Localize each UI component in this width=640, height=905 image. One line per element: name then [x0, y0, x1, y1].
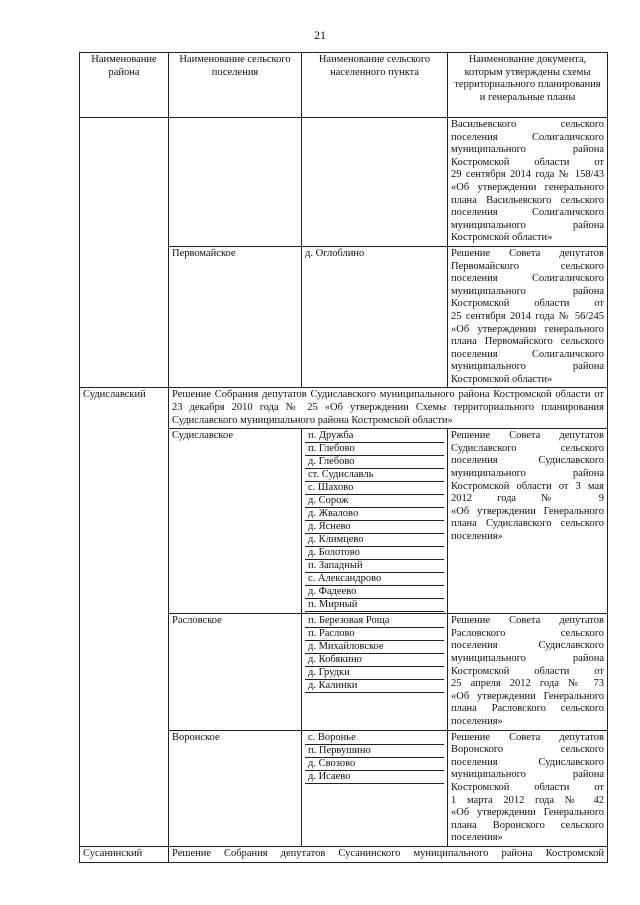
document-line: Решение Совета депутатов: [451, 615, 604, 627]
locality-item: п. Березовая Роща: [305, 615, 444, 628]
document-line: плана Первомайского сельского: [451, 336, 604, 348]
locality-cell: д. Оглоблино: [302, 246, 448, 388]
locality-item: д. Свозово: [305, 757, 444, 770]
document-line: муниципального района: [451, 219, 604, 231]
table-row: [80, 118, 608, 247]
document-line: поселения Солигаличского: [451, 207, 604, 219]
settlement-cell: Судиславское: [169, 429, 302, 614]
document-line: плана Воронского сельского: [451, 819, 604, 831]
locality-item: с. Воронье: [305, 732, 444, 745]
document-line: поселения Судиславского: [451, 640, 604, 652]
document-line: муниципального района: [451, 769, 604, 781]
header-row: [80, 53, 608, 118]
document-line: Судиславского сельского: [451, 442, 604, 454]
district-cell-empty: [80, 118, 169, 388]
locality-item: д. Исаево: [305, 770, 444, 783]
document-line: Костромской области»: [451, 373, 553, 385]
table-row: [80, 388, 608, 429]
page-number: 21: [314, 28, 326, 42]
locality-item: д. Болотово: [305, 547, 444, 560]
document-line: Воронского сельского: [451, 744, 604, 756]
locality-item: д. Глебово: [305, 456, 444, 469]
table-row: [80, 846, 608, 862]
document-line: «Об утверждении Генерального: [451, 690, 604, 702]
document-line: муниципального района: [451, 361, 604, 373]
document-line: плана Расловского сельского: [451, 703, 604, 715]
document-line: Костромской области»: [451, 232, 553, 244]
document-cell: [448, 730, 608, 846]
district-document-sudislavsky: Решение Собрания депутатов Судиславского муниципального района Костромской области от 23 декабря 2010 года № 25 «Об утверждении Схемы территориального планирования Судиславского муниципального района Костромской области»: [169, 388, 608, 429]
district-document-susaninsky: Решение Собрания депутатов Сусанинского муниципального района Костромской: [169, 846, 608, 862]
document-line: «Об утверждении генерального: [451, 323, 604, 335]
document-line: Решение Совета депутатов: [451, 731, 604, 743]
document-line: муниципального района: [451, 144, 604, 156]
locality-table: [305, 615, 444, 693]
locality-item: п. Мирный: [305, 599, 444, 612]
document-line: Васильевского сельского: [451, 119, 604, 130]
document-line: поселения Солигаличского: [451, 131, 604, 143]
document-line: поселения»: [451, 716, 503, 727]
document-line: 25 сентября 2014 года № 56/245: [451, 310, 604, 322]
document-line: муниципального района: [451, 653, 604, 665]
document-line: 29 сентября 2014 года № 158/43: [451, 169, 604, 181]
locality-item: п. Первушино: [305, 744, 444, 757]
document-line: Костромской области от: [451, 298, 604, 310]
settlement-cell: Первомайское: [169, 246, 302, 388]
document-cell: [448, 429, 608, 614]
header-document: Наименование документа, которым утверждены схемы территориального планирования и генеральные планы: [448, 53, 608, 118]
locality-item: д. Фадеево: [305, 586, 444, 599]
document-line: Решение Совета депутатов: [451, 430, 604, 442]
document-line: поселения»: [451, 832, 503, 844]
locality-item: д. Яснево: [305, 521, 444, 534]
document-line: 2012 года № 9: [451, 493, 604, 505]
document-line: 25 апреля 2012 года № 73: [451, 678, 604, 690]
document-line: плана Васильевского сельского: [451, 194, 604, 206]
locality-item: д. Калинки: [305, 680, 444, 693]
document-line: поселения»: [451, 531, 503, 542]
locality-item: с. Шахово: [305, 482, 444, 495]
document-line: муниципального района: [451, 285, 604, 297]
document-line: «Об утверждении Генерального: [451, 505, 604, 517]
header-district: Наименование района: [80, 53, 169, 118]
locality-list: [302, 614, 448, 730]
district-cell-susaninsky: Сусанинский: [80, 846, 169, 862]
locality-item: д. Климцево: [305, 534, 444, 547]
document-cell-pervomayskoe: [448, 246, 608, 388]
locality-item: с. Александрово: [305, 573, 444, 586]
document-line: поселения Солигаличского: [451, 273, 604, 285]
document-cell: [448, 614, 608, 730]
document-line: Расловского сельского: [451, 627, 604, 639]
document-line: поселения Судиславского: [451, 455, 604, 467]
locality-cell-empty: [302, 118, 448, 247]
document-line: «Об утверждении генерального: [451, 181, 604, 193]
locality-table: [305, 430, 444, 612]
locality-item: д. Жвалово: [305, 508, 444, 521]
document-line: плана Судиславского сельского: [451, 518, 604, 530]
document-line: Костромской области от: [451, 156, 604, 168]
document-line: поселения Солигаличского: [451, 348, 604, 360]
document-line: Решение Совета депутатов: [451, 247, 604, 259]
locality-item: д. Грудки: [305, 667, 444, 680]
document-line: муниципального района: [451, 468, 604, 480]
document-line: 1 марта 2012 года № 42: [451, 794, 604, 806]
locality-item: п. Раслово: [305, 628, 444, 641]
settlement-cell: Воронское: [169, 730, 302, 846]
header-locality: Наименование сельского населенного пункта: [302, 53, 448, 118]
document-cell-vasilyevskoe: [448, 118, 608, 247]
document-line: Первомайского сельского: [451, 260, 604, 272]
locality-item: ст. Судиславль: [305, 469, 444, 482]
district-cell-sudislavsky: Судиславский: [80, 388, 169, 846]
locality-list: [302, 429, 448, 614]
header-settlement: Наименование сельского поселения: [169, 53, 302, 118]
locality-item: д. Сорож: [305, 495, 444, 508]
settlement-cell-empty: [169, 118, 302, 247]
document-line: Костромской области от 3 мая: [451, 480, 604, 492]
locality-item: п. Глебово: [305, 443, 444, 456]
settlement-cell: Расловское: [169, 614, 302, 730]
locality-item: д. Михайловское: [305, 641, 444, 654]
locality-item: п. Дружба: [305, 430, 444, 443]
locality-list: [302, 730, 448, 846]
plans-table: [79, 52, 608, 863]
locality-item: д. Кобякино: [305, 654, 444, 667]
document-line: Костромской области от: [451, 665, 604, 677]
document-line: «Об утверждении Генерального: [451, 807, 604, 819]
document-line: Костромской области от: [451, 781, 604, 793]
document-line: поселения Судиславского: [451, 756, 604, 768]
locality-table: [305, 732, 444, 784]
locality-item: п. Западный: [305, 560, 444, 573]
